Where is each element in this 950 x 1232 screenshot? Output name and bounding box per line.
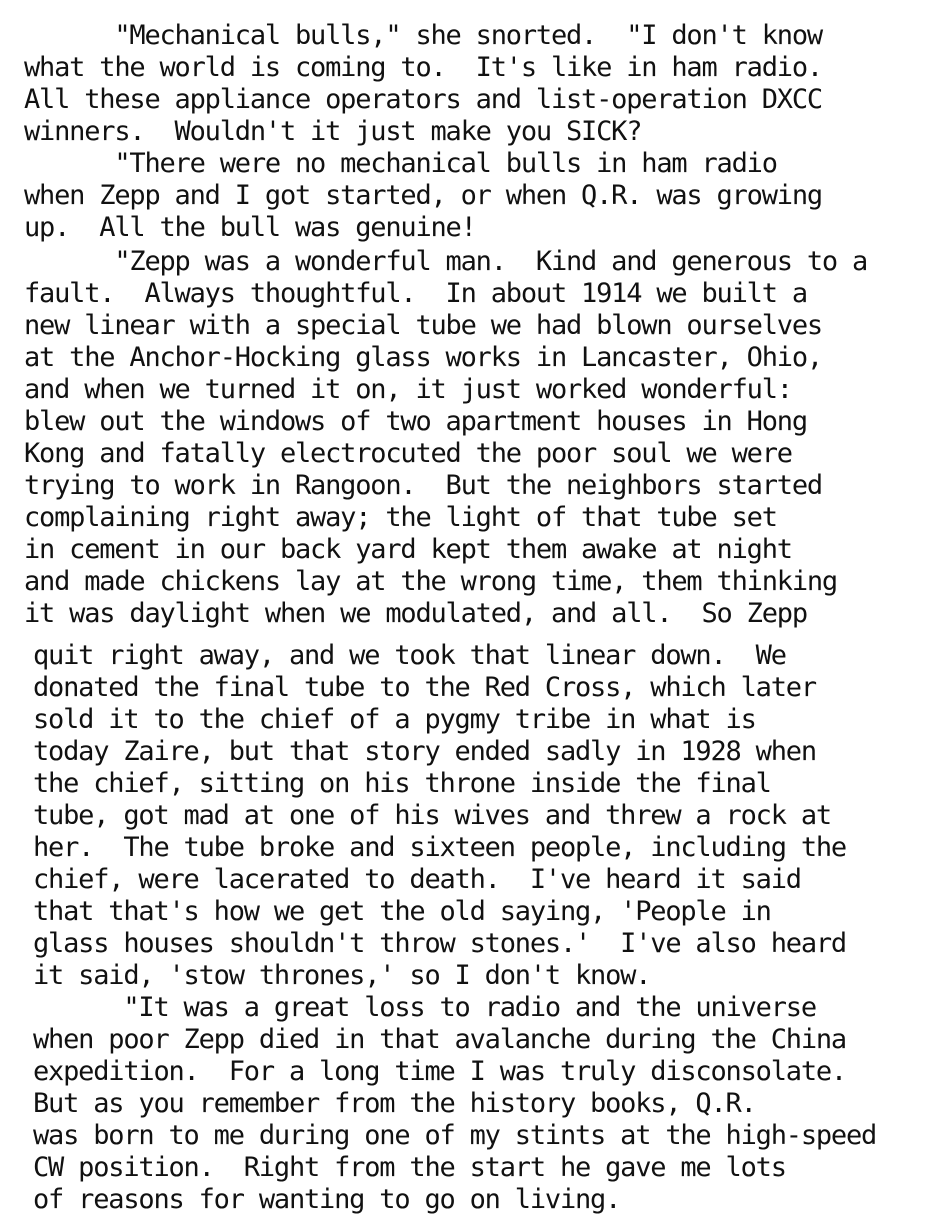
text-line: that that's how we get the old saying, 'People in [33, 896, 771, 927]
text-line: tube, got mad at one of his wives and threw a rock at [33, 800, 831, 831]
text-line: it was daylight when we modulated, and all. So Zepp [24, 598, 807, 629]
text-line: when Zepp and I got started, or when Q.R. was growing [24, 180, 822, 211]
text-line: it said, 'stow thrones,' so I don't know. [33, 960, 651, 991]
text-line: new linear with a special tube we had blown ourselves [24, 310, 822, 341]
text-line: "There were no mechanical bulls in ham radio [24, 148, 777, 179]
text-line: up. All the bull was genuine! [24, 212, 476, 243]
text-line: quit right away, and we took that linear down. We [33, 640, 786, 671]
text-line: was born to me during one of my stints at the high-speed [33, 1120, 877, 1151]
text-line: expedition. For a long time I was truly disconsolate. [33, 1056, 846, 1087]
text-line: and when we turned it on, it just worked wonderful: [24, 374, 792, 405]
text-line: of reasons for wanting to go on living. [33, 1184, 621, 1215]
text-line: Kong and fatally electrocuted the poor soul we were [24, 438, 792, 469]
text-line: the chief, sitting on his throne inside the final [33, 768, 771, 799]
text-line: winners. Wouldn't it just make you SICK? [24, 116, 642, 147]
text-line: today Zaire, but that story ended sadly in 1928 when [33, 736, 816, 767]
text-line: at the Anchor-Hocking glass works in Lancaster, Ohio, [24, 342, 822, 373]
text-line: "Mechanical bulls," she snorted. "I don't know [24, 20, 822, 51]
text-line: trying to work in Rangoon. But the neighbors started [24, 470, 822, 501]
text-line: "It was a great loss to radio and the universe [33, 992, 816, 1023]
text-line: and made chickens lay at the wrong time, them thinking [24, 566, 837, 597]
text-line: her. The tube broke and sixteen people, including the [33, 832, 846, 863]
text-line: glass houses shouldn't throw stones.' I've also heard [33, 928, 846, 959]
text-line: when poor Zepp died in that avalanche during the China [33, 1024, 846, 1055]
text-line: "Zepp was a wonderful man. Kind and generous to a [24, 246, 868, 277]
text-line: All these appliance operators and list-operation DXCC [24, 84, 822, 115]
text-line: fault. Always thoughtful. In about 1914 we built a [24, 278, 807, 309]
text-line: complaining right away; the light of that tube set [24, 502, 777, 533]
text-line: CW position. Right from the start he gave me lots [33, 1152, 786, 1183]
text-line: in cement in our back yard kept them awake at night [24, 534, 792, 565]
text-line: chief, were lacerated to death. I've heard it said [33, 864, 801, 895]
text-line: donated the final tube to the Red Cross, which later [33, 672, 816, 703]
text-line: sold it to the chief of a pygmy tribe in what is [33, 704, 756, 735]
text-line: But as you remember from the history books, Q.R. [33, 1088, 756, 1119]
text-line: what the world is coming to. It's like in ham radio. [24, 52, 822, 83]
text-line: blew out the windows of two apartment houses in Hong [24, 406, 807, 437]
